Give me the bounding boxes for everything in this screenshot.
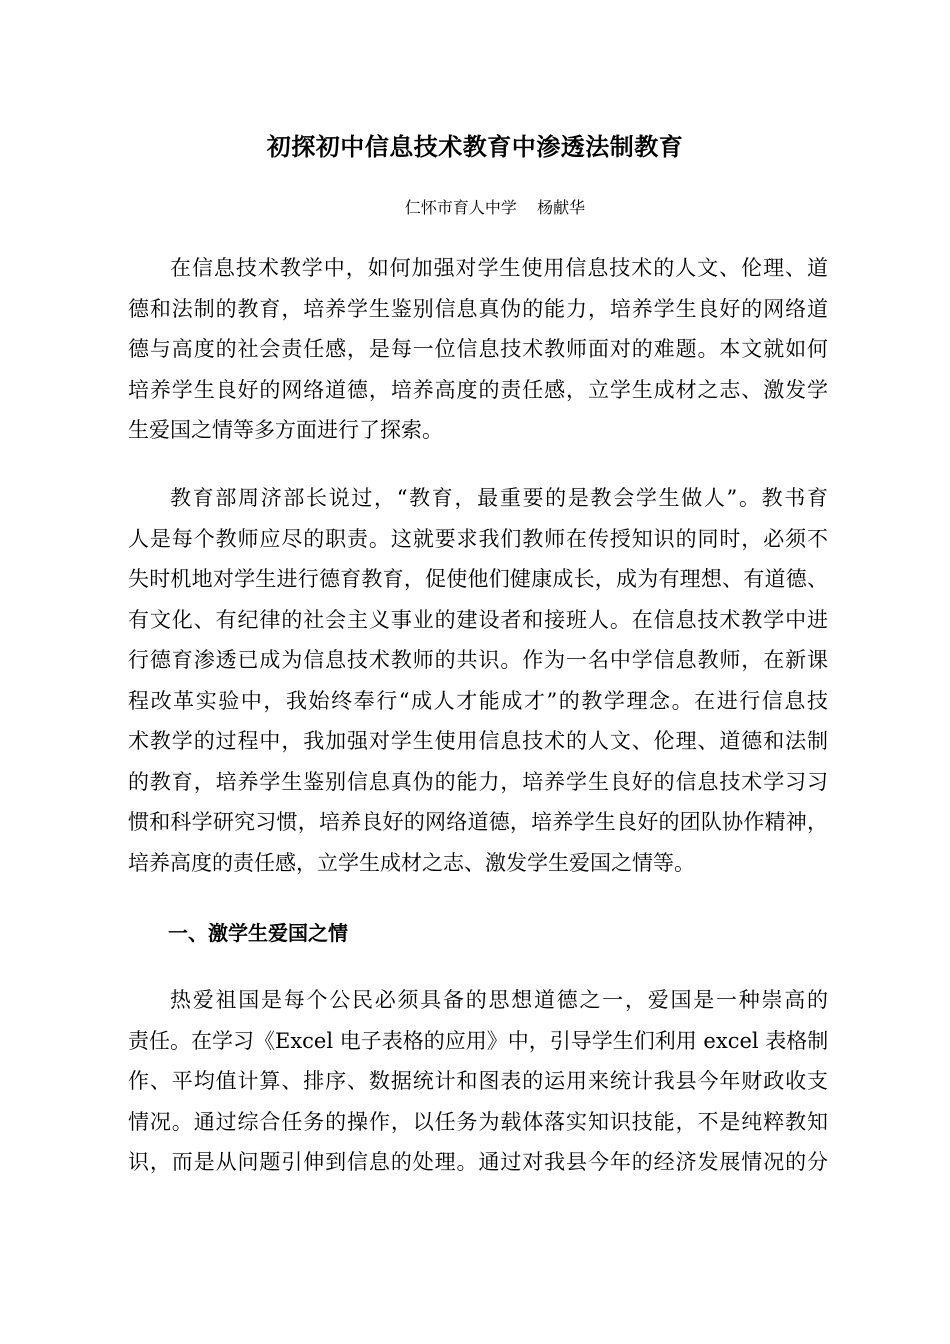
section-heading: 一、激学生爱国之情 xyxy=(168,921,348,945)
text-line: 术教学的过程中，我加强对学生使用信息技术的人文、伦理、道德和法制 xyxy=(128,729,828,753)
text-line: 有文化、有纪律的社会主义事业的建设者和接班人。在信息技术教学中进 xyxy=(128,607,828,632)
text-line: 情况。通过综合任务的操作，以任务为载体落实知识技能，不是纯粹教知 xyxy=(128,1109,828,1134)
text-line: 行德育渗透已成为信息技术教师的共识。作为一名中学信息教师，在新课 xyxy=(128,648,828,672)
text-line: 培养学生良好的网络道德，培养高度的责任感，立学生成材之志、激发学 xyxy=(128,377,828,402)
text-line: 惯和科学研究习惯，培养良好的网络道德，培养学生良好的团队协作精神， xyxy=(128,810,828,834)
text-line: 德与高度的社会责任感，是每一位信息技术教师面对的难题。本文就如何 xyxy=(128,337,828,361)
text-line: 生爱国之情等多方面进行了探索。 xyxy=(128,418,443,442)
page-title: 初探初中信息技术教育中渗透法制教育 xyxy=(266,133,684,161)
text-line: 教育部周济部长说过，“教育，最重要的是教会学生做人”。教书育 xyxy=(170,486,828,510)
paragraph-body xyxy=(128,478,828,883)
text-line: 的教育，培养学生鉴别信息真伪的能力，培养学生良好的信息技术学习习 xyxy=(128,769,828,794)
text-line: 程改革实验中，我始终奉行“成人才能成才”的教学理念。在进行信息技 xyxy=(128,688,828,713)
text-line: 失时机地对学生进行德育教育，促使他们健康成长，成为有理想、有道德、 xyxy=(128,567,828,591)
text-line: 作、平均值计算、排序、数据统计和图表的运用来统计我县今年财政收支 xyxy=(128,1069,828,1093)
text-line: 人是每个教师应尽的职责。这就要求我们教师在传授知识的同时，必须不 xyxy=(128,526,828,551)
paragraph-section xyxy=(128,980,828,1183)
text-line: 德和法制的教育，培养学生鉴别信息真伪的能力，培养学生良好的网络道 xyxy=(128,296,828,321)
text-line: 在信息技术教学中，如何加强对学生使用信息技术的人文、伦理、道 xyxy=(170,256,828,280)
author-byline: 仁怀市育人中学 杨献华 xyxy=(404,198,586,217)
text-line: 培养高度的责任感，立学生成材之志、激发学生爱国之情等。 xyxy=(128,850,695,875)
text-line: 识，而是从问题引伸到信息的处理。通过对我县今年的经济发展情况的分 xyxy=(128,1150,828,1174)
text-line: 责任。在学习《Excel 电子表格的应用》中，引导学生们利用 excel 表格制 xyxy=(128,1028,829,1053)
paragraph-intro xyxy=(128,248,828,451)
text-line: 热爱祖国是每个公民必须具备的思想道德之一，爱国是一种崇高的 xyxy=(170,988,828,1012)
